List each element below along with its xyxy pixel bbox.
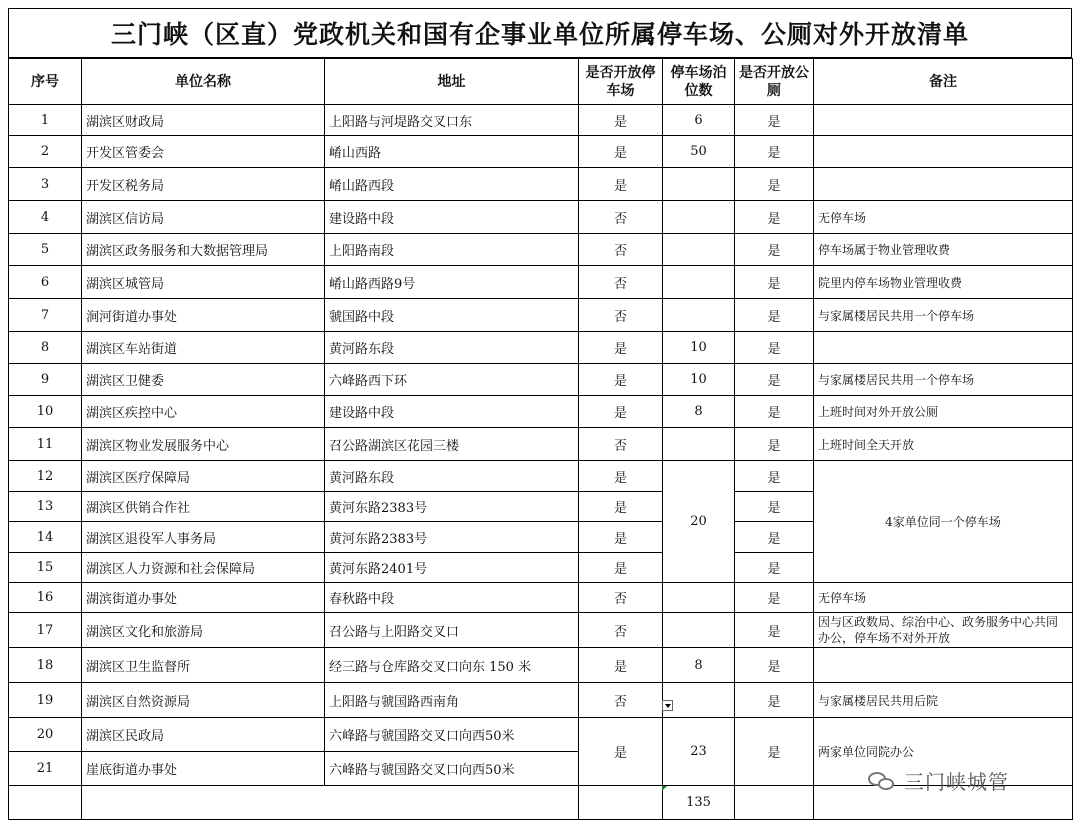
- cell-note: 与家属楼居民共用一个停车场: [814, 364, 1073, 396]
- cell-address: 六峰路西下环: [325, 364, 579, 396]
- table-row: [9, 105, 1073, 136]
- cell-toilet: 是: [735, 396, 814, 428]
- cell-unit: 湖滨区供销合作社: [82, 492, 325, 522]
- cell-note: [814, 648, 1073, 683]
- cell-toilet: 是: [735, 428, 814, 461]
- cell-spaces: [663, 683, 735, 718]
- cell-unit: 湖滨区信访局: [82, 201, 325, 234]
- cell-toilet: 是: [735, 648, 814, 683]
- cell-seq: 3: [9, 168, 82, 201]
- cell-parking: 是: [579, 105, 663, 136]
- cell-spaces-merged: 23: [663, 718, 735, 786]
- cell-address: 崤山路西路9号: [325, 266, 579, 299]
- cell-unit: 湖滨区财政局: [82, 105, 325, 136]
- cell-toilet: 是: [735, 105, 814, 136]
- cell-address: 黄河路东段: [325, 332, 579, 364]
- cell-unit: 开发区税务局: [82, 168, 325, 201]
- cell-seq: 19: [9, 683, 82, 718]
- table-row: [9, 266, 1073, 299]
- cell-seq: 7: [9, 299, 82, 332]
- cell-note: 院里内停车场物业管理收费: [814, 266, 1073, 299]
- cell-note: 停车场属于物业管理收费: [814, 234, 1073, 266]
- cell-unit: 湖滨区城管局: [82, 266, 325, 299]
- cell-parking: 否: [579, 683, 663, 718]
- cell-address: 六峰路与虢国路交叉口向西50米: [325, 752, 579, 786]
- cell-address: 黄河东路2383号: [325, 492, 579, 522]
- cell-note-merged: 4家单位同一个停车场: [814, 461, 1073, 583]
- cell-parking: 是: [579, 522, 663, 553]
- cell-address: 建设路中段: [325, 201, 579, 234]
- cell-address: 召公路与上阳路交叉口: [325, 613, 579, 648]
- cell-toilet: 是: [735, 553, 814, 583]
- cell-spaces: 50: [663, 136, 735, 168]
- cell-toilet-merged: 是: [735, 718, 814, 786]
- cell-note: 与家属楼居民共用一个停车场: [814, 299, 1073, 332]
- cell-toilet: 是: [735, 332, 814, 364]
- table-row: [9, 364, 1073, 396]
- table-row: [9, 332, 1073, 364]
- cell-note: 与家属楼居民共用后院: [814, 683, 1073, 718]
- cell-unit: 湖滨区物业发展服务中心: [82, 428, 325, 461]
- cell-address: 六峰路与虢国路交叉口向西50米: [325, 718, 579, 752]
- cell-spaces: [663, 234, 735, 266]
- cell-toilet: 是: [735, 583, 814, 613]
- table-row: [9, 428, 1073, 461]
- table-row: [9, 613, 1073, 648]
- cell-address: 崤山路西段: [325, 168, 579, 201]
- cell-toilet: 是: [735, 266, 814, 299]
- cell-parking: 是: [579, 553, 663, 583]
- cell-unit: 湖滨区自然资源局: [82, 683, 325, 718]
- cell-parking: 是: [579, 136, 663, 168]
- cell-spaces: [663, 428, 735, 461]
- table-row: [9, 718, 1073, 752]
- watermark: [868, 766, 1009, 795]
- cell-note: 无停车场: [814, 583, 1073, 613]
- cell-unit: 湖滨区退役军人事务局: [82, 522, 325, 553]
- cell-seq: 16: [9, 583, 82, 613]
- cell-address: 黄河东路2383号: [325, 522, 579, 553]
- cell-address: 经三路与仓库路交叉口向东 150 米: [325, 648, 579, 683]
- header-spaces: 停车场泊位数: [663, 59, 735, 105]
- cell-seq: 1: [9, 105, 82, 136]
- cell-address: 上阳路南段: [325, 234, 579, 266]
- cell-address: 上阳路与虢国路西南角: [325, 683, 579, 718]
- cell-seq: 11: [9, 428, 82, 461]
- table-row: [9, 648, 1073, 683]
- cell-seq: 10: [9, 396, 82, 428]
- cell-address: 崤山西路: [325, 136, 579, 168]
- cell-note: 上班时间全天开放: [814, 428, 1073, 461]
- cell-seq: 17: [9, 613, 82, 648]
- header-seq: 序号: [9, 59, 82, 105]
- cell-note: [814, 136, 1073, 168]
- cell-empty: [579, 786, 663, 820]
- cell-unit: 湖滨区文化和旅游局: [82, 613, 325, 648]
- cell-spaces: [663, 266, 735, 299]
- table-row: [9, 396, 1073, 428]
- cell-note: 无停车场: [814, 201, 1073, 234]
- cell-spaces: [663, 201, 735, 234]
- cell-parking-merged: 是: [579, 718, 663, 786]
- cell-parking: 是: [579, 648, 663, 683]
- header-row: [9, 59, 1073, 105]
- cell-spaces: 6: [663, 105, 735, 136]
- cell-seq: 21: [9, 752, 82, 786]
- cell-marker-icon: [662, 786, 667, 791]
- cell-total-spaces: 135: [663, 786, 735, 820]
- cell-parking: 是: [579, 332, 663, 364]
- cell-parking: 否: [579, 428, 663, 461]
- header-unit: 单位名称: [82, 59, 325, 105]
- cell-spaces-merged: 20: [663, 461, 735, 583]
- sheet-title: 三门峡（区直）党政机关和国有企事业单位所属停车场、公厕对外开放清单: [8, 8, 1072, 58]
- cell-seq: 14: [9, 522, 82, 553]
- cell-parking: 否: [579, 613, 663, 648]
- dropdown-arrow-icon[interactable]: [662, 700, 673, 711]
- cell-spaces: 10: [663, 332, 735, 364]
- cell-note: [814, 105, 1073, 136]
- cell-seq: 15: [9, 553, 82, 583]
- cell-empty: [82, 786, 579, 820]
- cell-note-merged: 两家单位同院办公: [814, 718, 1073, 786]
- cell-seq: 9: [9, 364, 82, 396]
- cell-unit: 湖滨区政务服务和大数据管理局: [82, 234, 325, 266]
- cell-toilet: 是: [735, 234, 814, 266]
- cell-address: 黄河路东段: [325, 461, 579, 492]
- cell-seq: 8: [9, 332, 82, 364]
- table-row: [9, 136, 1073, 168]
- cell-address: 虢国路中段: [325, 299, 579, 332]
- table-row: [9, 299, 1073, 332]
- cell-unit: 湖滨区卫生监督所: [82, 648, 325, 683]
- table-row: [9, 168, 1073, 201]
- cell-parking: 否: [579, 234, 663, 266]
- table-row: [9, 234, 1073, 266]
- header-parking-open: 是否开放停车场: [579, 59, 663, 105]
- watermark-text: 三门峡城管: [904, 770, 1009, 794]
- cell-seq: 12: [9, 461, 82, 492]
- header-note: 备注: [814, 59, 1073, 105]
- cell-unit: 湖滨街道办事处: [82, 583, 325, 613]
- cell-parking: 是: [579, 461, 663, 492]
- cell-spaces: 8: [663, 396, 735, 428]
- cell-unit: 湖滨区疾控中心: [82, 396, 325, 428]
- cell-toilet: 是: [735, 492, 814, 522]
- cell-spaces: 8: [663, 648, 735, 683]
- cell-address: 春秋路中段: [325, 583, 579, 613]
- wechat-icon: [868, 770, 898, 792]
- cell-parking: 否: [579, 299, 663, 332]
- cell-seq: 6: [9, 266, 82, 299]
- cell-unit: 湖滨区医疗保障局: [82, 461, 325, 492]
- table-row: [9, 683, 1073, 718]
- table-row: [9, 461, 1073, 492]
- cell-toilet: 是: [735, 613, 814, 648]
- cell-parking: 否: [579, 201, 663, 234]
- cell-spaces: [663, 299, 735, 332]
- cell-unit: 湖滨区民政局: [82, 718, 325, 752]
- cell-parking: 是: [579, 364, 663, 396]
- cell-seq: 5: [9, 234, 82, 266]
- cell-unit: 崖底街道办事处: [82, 752, 325, 786]
- header-toilet-open: 是否开放公厕: [735, 59, 814, 105]
- cell-spaces: 10: [663, 364, 735, 396]
- cell-toilet: 是: [735, 201, 814, 234]
- cell-address: 建设路中段: [325, 396, 579, 428]
- cell-toilet: 是: [735, 136, 814, 168]
- cell-note: [814, 168, 1073, 201]
- cell-spaces: [663, 583, 735, 613]
- cell-note: 上班时间对外开放公厕: [814, 396, 1073, 428]
- cell-parking: 是: [579, 492, 663, 522]
- cell-address: 黄河东路2401号: [325, 553, 579, 583]
- listing-table: [8, 58, 1073, 820]
- table-row: [9, 201, 1073, 234]
- cell-unit: 开发区管委会: [82, 136, 325, 168]
- cell-parking: 是: [579, 168, 663, 201]
- cell-toilet: 是: [735, 299, 814, 332]
- cell-seq: 18: [9, 648, 82, 683]
- cell-unit: 湖滨区人力资源和社会保障局: [82, 553, 325, 583]
- cell-spaces: [663, 168, 735, 201]
- cell-empty: [735, 786, 814, 820]
- cell-address: 上阳路与河堤路交叉口东: [325, 105, 579, 136]
- table-row: [9, 583, 1073, 613]
- cell-toilet: 是: [735, 461, 814, 492]
- cell-note: 因与区政数局、综治中心、政务服务中心共同办公，停车场不对外开放: [814, 613, 1073, 648]
- cell-toilet: 是: [735, 683, 814, 718]
- cell-toilet: 是: [735, 364, 814, 396]
- cell-seq: 20: [9, 718, 82, 752]
- cell-unit: 湖滨区卫健委: [82, 364, 325, 396]
- cell-seq: 13: [9, 492, 82, 522]
- cell-toilet: 是: [735, 168, 814, 201]
- cell-spaces: [663, 613, 735, 648]
- cell-parking: 否: [579, 266, 663, 299]
- cell-unit: 湖滨区车站街道: [82, 332, 325, 364]
- header-address: 地址: [325, 59, 579, 105]
- cell-seq: 2: [9, 136, 82, 168]
- cell-address: 召公路湖滨区花园三楼: [325, 428, 579, 461]
- cell-parking: 否: [579, 583, 663, 613]
- cell-toilet: 是: [735, 522, 814, 553]
- cell-unit: 涧河街道办事处: [82, 299, 325, 332]
- cell-empty: [9, 786, 82, 820]
- cell-seq: 4: [9, 201, 82, 234]
- cell-parking: 是: [579, 396, 663, 428]
- cell-note: [814, 332, 1073, 364]
